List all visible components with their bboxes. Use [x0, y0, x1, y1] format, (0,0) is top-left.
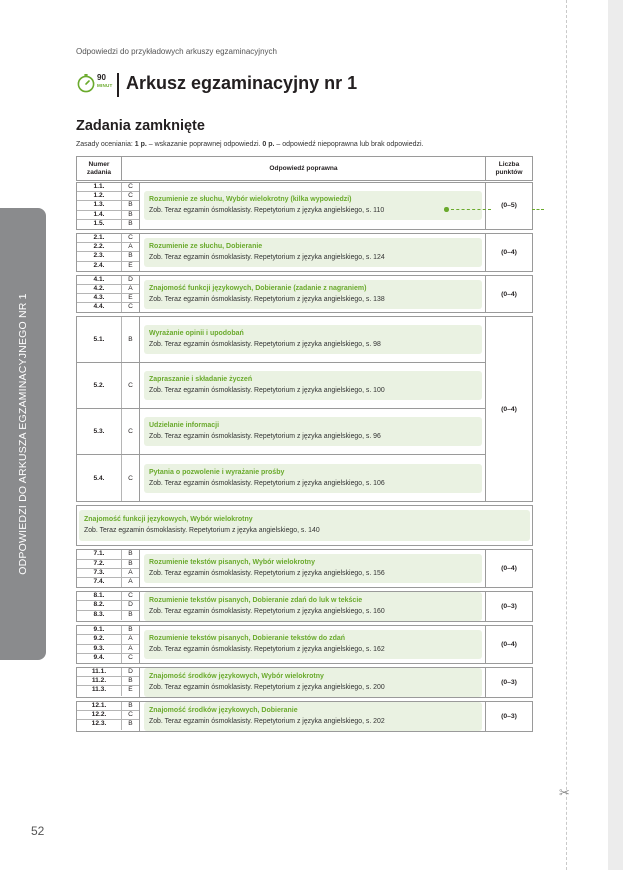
task-group [76, 667, 533, 698]
task-items [77, 276, 140, 313]
task-items [77, 550, 140, 587]
skill-title: Rozumienie tekstów pisanych, Dobieranie zdań do luk w tekście [149, 597, 363, 605]
correct-answer: B [128, 720, 133, 728]
table-row [77, 611, 139, 620]
rules-zero-point: 0 p. [262, 141, 275, 148]
points-cell: (0–4) [501, 405, 517, 413]
cut-line [566, 0, 567, 870]
task-items [77, 668, 140, 697]
table-row [77, 455, 485, 501]
guide-line-end [532, 209, 544, 210]
scoring-rules [76, 141, 424, 148]
skill-reference: Zob. Teraz egzamin ósmoklasisty. Repetytorium z języka angielskiego, s. 110 [149, 207, 385, 215]
skill-title: Rozumienie tekstów pisanych, Wybór wielokrotny [149, 559, 315, 567]
side-tab-label: ODPOWIEDZI DO ARKUSZA EGZAMINACYJNEGO NR 1 [17, 293, 29, 575]
table-row [77, 234, 139, 243]
points-cell: (0–3) [501, 678, 517, 686]
correct-answer: C [122, 409, 140, 454]
table-row [77, 211, 139, 220]
skill-box [144, 554, 482, 583]
task-number: 9.1. [77, 626, 122, 634]
title-divider [117, 73, 119, 97]
skill-reference: Zob. Teraz egzamin ósmoklasisty. Repetytorium z języka angielskiego, s. 138 [149, 295, 385, 303]
task-items [77, 234, 140, 271]
task-groups-b [76, 549, 533, 732]
table-row [77, 654, 139, 663]
table-row [77, 294, 139, 303]
task-number: 2.4. [77, 262, 122, 271]
task-items [77, 183, 140, 229]
points-guide [444, 209, 544, 211]
guide-dot [444, 207, 449, 212]
task-number: 4.4. [77, 303, 122, 312]
task-number: 4.1. [77, 276, 122, 284]
task-number: 2.3. [77, 252, 122, 260]
task-group [76, 233, 533, 272]
page-title: Arkusz egzaminacyjny nr 1 [126, 73, 358, 93]
table-header [76, 156, 533, 181]
points-cell: (0–4) [501, 641, 517, 649]
task-items [77, 592, 140, 621]
skill-reference: Zob. Teraz egzamin ósmoklasisty. Repetytorium z języka angielskiego, s. 100 [149, 387, 385, 395]
points-cell: (0–4) [501, 248, 517, 256]
points-cell: (0–5) [501, 202, 517, 210]
table-row [77, 702, 139, 711]
task-groups-a [76, 182, 533, 313]
task-number: 7.1. [77, 550, 122, 558]
timer-value: 90 [97, 73, 106, 82]
correct-answer: C [128, 192, 133, 200]
task-number: 8.3. [77, 611, 122, 620]
points-cell: (0–4) [501, 565, 517, 573]
task-number: 11.3. [77, 686, 122, 695]
skill-box [144, 325, 482, 354]
task-number: 4.3. [77, 294, 122, 302]
table-row [77, 668, 139, 677]
description-cell [140, 455, 485, 501]
task-number: 1.3. [77, 201, 122, 209]
section-title: Zadania zamknięte [76, 118, 205, 134]
correct-answer: B [128, 610, 133, 618]
correct-answer: E [128, 294, 133, 302]
points-cell: (0–3) [501, 603, 517, 611]
scissors-icon: ✂ [559, 785, 570, 800]
skill-title: Rozumienie ze słuchu, Dobieranie [149, 242, 263, 250]
correct-answer: A [128, 635, 133, 643]
task-5-summary [76, 505, 533, 546]
table-row [77, 285, 139, 294]
skill-box [144, 592, 482, 621]
skill-reference: Zob. Teraz egzamin ósmoklasisty. Repetytorium z języka angielskiego, s. 106 [149, 479, 385, 487]
description-cell [140, 317, 485, 362]
correct-answer: B [128, 219, 133, 227]
table-row [77, 677, 139, 686]
rules-zero-point-text: – odpowiedź niepoprawna lub brak odpowiedzi. [274, 141, 424, 148]
table-row [77, 720, 139, 729]
task-number: 7.2. [77, 560, 122, 568]
description-cell [140, 183, 486, 229]
table-row [77, 317, 485, 363]
correct-answer: E [128, 261, 133, 269]
table-row [77, 569, 139, 578]
skill-reference: Zob. Teraz egzamin ósmoklasisty. Repetytorium z języka angielskiego, s. 124 [149, 253, 385, 261]
stopwatch-icon [76, 73, 96, 93]
description-cell [140, 702, 486, 731]
task-number: 2.2. [77, 243, 122, 251]
header-answer: Odpowiedź poprawna [122, 157, 486, 180]
skill-title: Zapraszanie i składanie życzeń [149, 376, 253, 384]
skill-title: Wyrażanie opinii i upodobań [149, 330, 244, 338]
skill-title: Rozumienie ze słuchu, Wybór wielokrotny (kilka wypowiedzi) [149, 196, 352, 204]
correct-answer: C [128, 303, 133, 311]
running-title: Odpowiedzi do przykładowych arkuszy egzaminacyjnych [76, 47, 277, 56]
correct-answer: C [128, 592, 133, 600]
correct-answer: C [128, 711, 133, 719]
skill-title: Znajomość środków językowych, Dobieranie [149, 706, 298, 714]
table-row [77, 243, 139, 252]
task-number: 12.3. [77, 720, 122, 729]
skill-reference: Zob. Teraz egzamin ósmoklasisty. Repetytorium z języka angielskiego, s. 96 [149, 433, 381, 441]
task-number: 5.3. [77, 409, 122, 454]
task-items [77, 626, 140, 663]
skill-reference: Zob. Teraz egzamin ósmoklasisty. Repetytorium z języka angielskiego, s. 202 [149, 717, 385, 725]
table-row [77, 626, 139, 635]
correct-answer: C [128, 233, 133, 241]
task-number: 1.4. [77, 211, 122, 219]
skill-reference: Zob. Teraz egzamin ósmoklasisty. Repetytorium z języka angielskiego, s. 200 [149, 683, 385, 691]
description-cell [140, 668, 486, 697]
skill-reference: Zob. Teraz egzamin ósmoklasisty. Repetytorium z języka angielskiego, s. 160 [149, 608, 385, 616]
correct-answer: D [128, 601, 133, 609]
skill-title: Znajomość funkcji językowych, Wybór wielokrotny [84, 516, 253, 524]
rules-one-point: 1 p. [134, 141, 147, 148]
correct-answer: B [128, 559, 133, 567]
task-number: 9.3. [77, 645, 122, 653]
rules-prefix: Zasady oceniania: [76, 141, 135, 148]
description-cell [140, 550, 486, 587]
task-group [76, 701, 533, 732]
table-row [77, 560, 139, 569]
task-group [76, 275, 533, 314]
skill-box [144, 464, 482, 493]
task-number: 1.2. [77, 192, 122, 200]
correct-answer: B [128, 201, 133, 209]
correct-answer: B [128, 210, 133, 218]
correct-answer: B [128, 701, 133, 709]
table-row [77, 550, 139, 559]
task-group [76, 549, 533, 588]
skill-reference: Zob. Teraz egzamin ósmoklasisty. Repetytorium z języka angielskiego, s. 98 [149, 341, 381, 349]
task-number: 8.2. [77, 601, 122, 609]
skill-box [79, 510, 530, 541]
correct-answer: B [122, 317, 140, 362]
task-number: 11.2. [77, 677, 122, 685]
task-group-5 [76, 316, 533, 502]
correct-answer: C [122, 455, 140, 501]
skill-box [144, 371, 482, 400]
table-row [77, 183, 139, 192]
skill-title: Udzielanie informacji [149, 422, 220, 430]
table-row [77, 363, 485, 409]
correct-answer: A [128, 578, 133, 585]
skill-reference: Zob. Teraz egzamin ósmoklasisty. Repetytorium z języka angielskiego, s. 156 [149, 570, 385, 578]
task-number: 7.3. [77, 569, 122, 577]
task-items [77, 702, 140, 731]
task-number: 9.2. [77, 635, 122, 643]
table-row [77, 262, 139, 271]
table-row [77, 220, 139, 229]
skill-reference: Zob. Teraz egzamin ósmoklasisty. Repetytorium z języka angielskiego, s. 140 [84, 527, 320, 535]
correct-answer: D [128, 667, 133, 675]
task-group [76, 591, 533, 622]
skill-reference: Zob. Teraz egzamin ósmoklasisty. Repetytorium z języka angielskiego, s. 162 [149, 646, 385, 654]
skill-box [144, 702, 482, 731]
task-number: 2.1. [77, 234, 122, 242]
skill-box [144, 191, 482, 220]
table-row [77, 635, 139, 644]
task-number: 12.1. [77, 702, 122, 710]
table-row [77, 578, 139, 587]
header-points: Liczba punktów [495, 160, 523, 176]
correct-answer: C [122, 363, 140, 408]
table-row [77, 201, 139, 210]
correct-answer: E [128, 686, 133, 694]
header-number: Numer zadania [77, 157, 122, 180]
task-number: 7.4. [77, 578, 122, 587]
correct-answer: C [128, 183, 133, 190]
skill-box [144, 280, 482, 309]
skill-title: Pytania o pozwolenie i wyrażanie prośby [149, 468, 285, 476]
table-row [77, 303, 139, 312]
table-row [77, 711, 139, 720]
task-number: 5.4. [77, 455, 122, 501]
task-number: 1.5. [77, 220, 122, 229]
correct-answer: B [128, 677, 133, 685]
task-group-5-rows [77, 317, 486, 501]
correct-answer: A [128, 284, 133, 292]
skill-box [144, 668, 482, 697]
description-cell [140, 276, 486, 313]
correct-answer: B [128, 252, 133, 260]
correct-answer: C [128, 653, 133, 661]
skill-box [144, 238, 482, 267]
table-row [77, 601, 139, 610]
correct-answer: D [128, 275, 133, 283]
description-cell [140, 592, 486, 621]
points-cell: (0–3) [501, 712, 517, 720]
description-cell [140, 409, 485, 454]
description-cell [140, 626, 486, 663]
skill-box [144, 630, 482, 659]
table-row [77, 645, 139, 654]
task-number: 8.1. [77, 592, 122, 600]
correct-answer: B [128, 626, 133, 634]
task-number: 5.2. [77, 363, 122, 408]
table-row [77, 409, 485, 455]
table-row [77, 192, 139, 201]
correct-answer: A [128, 243, 133, 251]
skill-title: Rozumienie tekstów pisanych, Dobieranie tekstów do zdań [149, 635, 346, 643]
rules-one-point-text: – wskazanie poprawnej odpowiedzi. [146, 141, 263, 148]
description-cell [140, 363, 485, 408]
task-number: 11.1. [77, 668, 122, 676]
timer-unit: MINUT [97, 83, 113, 88]
table-row [77, 686, 139, 695]
table-row [77, 276, 139, 285]
task-number: 5.1. [77, 317, 122, 362]
task-group [76, 182, 533, 230]
points-cell: (0–4) [501, 290, 517, 298]
skill-title: Znajomość funkcji językowych, Dobieranie (zadanie z nagraniem) [149, 284, 367, 292]
guide-line [451, 209, 491, 210]
page-number: 52 [31, 824, 45, 838]
page-edge-strip [608, 0, 623, 870]
task-number: 1.1. [77, 183, 122, 191]
table-row [77, 252, 139, 261]
skill-title: Znajomość środków językowych, Wybór wielokrotny [149, 672, 324, 680]
task-number: 9.4. [77, 654, 122, 663]
correct-answer: A [128, 568, 133, 576]
table-row [77, 592, 139, 601]
correct-answer: A [128, 644, 133, 652]
correct-answer: B [128, 550, 133, 558]
skill-box [144, 417, 482, 446]
task-number: 12.2. [77, 711, 122, 719]
answer-table [76, 156, 533, 732]
task-number: 4.2. [77, 285, 122, 293]
description-cell [140, 234, 486, 271]
task-group [76, 625, 533, 664]
